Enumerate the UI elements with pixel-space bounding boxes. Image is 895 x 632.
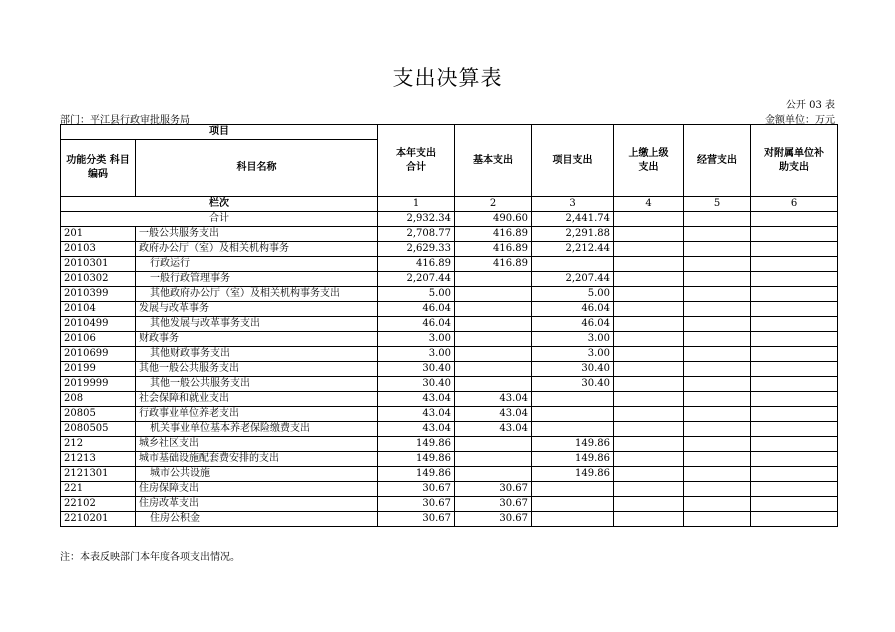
row-name: 机关事业单位基本养老保险缴费支出: [136, 422, 378, 437]
row-upper: [614, 437, 684, 452]
row-upper: [614, 227, 684, 242]
row-subsidy: [751, 242, 838, 257]
row-project: [532, 392, 614, 407]
header-name: 科目名称: [136, 140, 378, 197]
row-subsidy: [751, 227, 838, 242]
row-code: 20104: [61, 302, 136, 317]
row-project: 2,212.44: [532, 242, 614, 257]
row-upper: [614, 407, 684, 422]
row-basic: 30.67: [455, 482, 532, 497]
total-row-basic: 490.60: [455, 212, 532, 227]
row-subsidy: [751, 437, 838, 452]
row-subsidy: [751, 362, 838, 377]
row-total: 3.00: [378, 347, 455, 362]
row-code: 201: [61, 227, 136, 242]
row-name: 城乡社区支出: [136, 437, 378, 452]
table-row: [61, 437, 838, 452]
table-row: [61, 452, 838, 467]
row-name: 城市公共设施: [136, 467, 378, 482]
row-code: 20199: [61, 362, 136, 377]
row-business: [684, 512, 751, 527]
row-business: [684, 407, 751, 422]
row-project: [532, 512, 614, 527]
row-business: [684, 257, 751, 272]
row-upper: [614, 302, 684, 317]
row-upper: [614, 332, 684, 347]
row-upper: [614, 287, 684, 302]
row-project: 30.40: [532, 362, 614, 377]
row-business: [684, 377, 751, 392]
table-row: [61, 482, 838, 497]
row-total: 46.04: [378, 317, 455, 332]
row-code: 2010302: [61, 272, 136, 287]
row-basic: [455, 437, 532, 452]
row-basic: 416.89: [455, 242, 532, 257]
row-basic: [455, 467, 532, 482]
row-upper: [614, 512, 684, 527]
row-project: [532, 407, 614, 422]
row-total: 2,708.77: [378, 227, 455, 242]
row-name: 社会保障和就业支出: [136, 392, 378, 407]
row-code: 2019999: [61, 377, 136, 392]
row-business: [684, 242, 751, 257]
row-project: [532, 497, 614, 512]
expenditure-table: [60, 124, 838, 527]
footnote: 注：本表反映部门本年度各项支出情况。: [60, 552, 240, 563]
row-name: 一般公共服务支出: [136, 227, 378, 242]
total-row-business: [684, 212, 751, 227]
row-name: 发展与改革事务: [136, 302, 378, 317]
row-name: 财政事务: [136, 332, 378, 347]
table-row: [61, 512, 838, 527]
total-row-project: 2,441.74: [532, 212, 614, 227]
row-upper: [614, 497, 684, 512]
table-row: [61, 467, 838, 482]
row-upper: [614, 317, 684, 332]
page-title: 支出决算表: [392, 66, 503, 90]
header-total: 本年支出 合计: [378, 125, 455, 197]
row-code: 212: [61, 437, 136, 452]
row-total: 5.00: [378, 287, 455, 302]
row-total: 2,207.44: [378, 272, 455, 287]
row-code: 208: [61, 392, 136, 407]
row-code: 20805: [61, 407, 136, 422]
table-row: [61, 332, 838, 347]
row-basic: [455, 377, 532, 392]
header-business: 经营支出: [684, 125, 751, 197]
row-subsidy: [751, 317, 838, 332]
header-upper: 上缴上级 支出: [614, 125, 684, 197]
row-business: [684, 332, 751, 347]
row-upper: [614, 452, 684, 467]
row-business: [684, 497, 751, 512]
row-subsidy: [751, 332, 838, 347]
row-total: 2,629.33: [378, 242, 455, 257]
row-code: 20103: [61, 242, 136, 257]
row-subsidy: [751, 452, 838, 467]
row-upper: [614, 422, 684, 437]
row-total: 416.89: [378, 257, 455, 272]
row-name: 城市基础设施配套费安排的支出: [136, 452, 378, 467]
column-index-1: 1: [378, 197, 455, 212]
row-subsidy: [751, 257, 838, 272]
row-project: [532, 422, 614, 437]
row-total: 30.67: [378, 482, 455, 497]
total-row-upper: [614, 212, 684, 227]
table-row: [61, 257, 838, 272]
column-index-3: 3: [532, 197, 614, 212]
row-name: 其他发展与改革事务支出: [136, 317, 378, 332]
table-row: [61, 377, 838, 392]
table-row: [61, 362, 838, 377]
row-project: 3.00: [532, 332, 614, 347]
row-basic: [455, 272, 532, 287]
row-total: 149.86: [378, 437, 455, 452]
row-upper: [614, 347, 684, 362]
row-subsidy: [751, 407, 838, 422]
column-index-2: 2: [455, 197, 532, 212]
row-project: 5.00: [532, 287, 614, 302]
row-total: 43.04: [378, 392, 455, 407]
row-name: 行政运行: [136, 257, 378, 272]
row-project: 2,291.88: [532, 227, 614, 242]
row-name: 政府办公厅（室）及相关机构事务: [136, 242, 378, 257]
row-code: 2080505: [61, 422, 136, 437]
row-business: [684, 302, 751, 317]
row-basic: [455, 362, 532, 377]
total-row-total: 2,932.34: [378, 212, 455, 227]
row-project: 46.04: [532, 302, 614, 317]
row-code: 2010301: [61, 257, 136, 272]
row-upper: [614, 257, 684, 272]
row-code: 221: [61, 482, 136, 497]
row-code: 20106: [61, 332, 136, 347]
row-project: [532, 482, 614, 497]
column-index-4: 4: [614, 197, 684, 212]
row-name: 其他政府办公厅（室）及相关机构事务支出: [136, 287, 378, 302]
row-business: [684, 347, 751, 362]
row-project: 30.40: [532, 377, 614, 392]
column-index-6: 6: [751, 197, 838, 212]
row-name: 行政事业单位养老支出: [136, 407, 378, 422]
table-body: [61, 227, 838, 527]
row-code: 21213: [61, 452, 136, 467]
row-upper: [614, 482, 684, 497]
row-name: 一般行政管理事务: [136, 272, 378, 287]
row-basic: 416.89: [455, 257, 532, 272]
header-project: 项目支出: [532, 125, 614, 197]
amount-unit-label: 金额单位：万元: [765, 115, 835, 126]
row-upper: [614, 362, 684, 377]
row-name: 其他财政事务支出: [136, 347, 378, 362]
row-project: 3.00: [532, 347, 614, 362]
row-subsidy: [751, 392, 838, 407]
row-business: [684, 362, 751, 377]
table-row: [61, 422, 838, 437]
row-business: [684, 437, 751, 452]
row-business: [684, 272, 751, 287]
header-code: 功能分类 科目编码: [61, 140, 136, 197]
row-total: 30.67: [378, 497, 455, 512]
row-subsidy: [751, 467, 838, 482]
table-row: [61, 347, 838, 362]
table-row: [61, 287, 838, 302]
row-code: 22102: [61, 497, 136, 512]
header-subsidy: 对附属单位补 助支出: [751, 125, 838, 197]
table-row: [61, 392, 838, 407]
total-row-label: 合计: [61, 212, 378, 227]
row-basic: [455, 332, 532, 347]
row-subsidy: [751, 302, 838, 317]
table-row: [61, 407, 838, 422]
row-basic: [455, 287, 532, 302]
row-subsidy: [751, 287, 838, 302]
row-upper: [614, 377, 684, 392]
row-basic: 30.67: [455, 497, 532, 512]
row-subsidy: [751, 272, 838, 287]
row-upper: [614, 392, 684, 407]
row-subsidy: [751, 347, 838, 362]
row-business: [684, 422, 751, 437]
row-project: 149.86: [532, 452, 614, 467]
row-subsidy: [751, 512, 838, 527]
table-row: [61, 302, 838, 317]
row-basic: [455, 452, 532, 467]
row-business: [684, 392, 751, 407]
table-row: [61, 272, 838, 287]
row-upper: [614, 467, 684, 482]
row-basic: 43.04: [455, 422, 532, 437]
row-subsidy: [751, 482, 838, 497]
row-total: 43.04: [378, 422, 455, 437]
row-code: 2010699: [61, 347, 136, 362]
row-subsidy: [751, 422, 838, 437]
row-name: 住房改革支出: [136, 497, 378, 512]
header-item-group: 项目: [61, 125, 378, 140]
row-basic: 43.04: [455, 407, 532, 422]
row-total: 30.40: [378, 377, 455, 392]
row-name: 其他一般公共服务支出: [136, 362, 378, 377]
column-index-label: 栏次: [61, 197, 378, 212]
row-business: [684, 287, 751, 302]
table-row: [61, 497, 838, 512]
row-business: [684, 467, 751, 482]
row-code: 2210201: [61, 512, 136, 527]
row-total: 3.00: [378, 332, 455, 347]
table-row: [61, 227, 838, 242]
row-business: [684, 227, 751, 242]
row-project: 149.86: [532, 467, 614, 482]
department-label: 部门：平江县行政审批服务局: [60, 115, 190, 126]
row-basic: [455, 302, 532, 317]
form-number: 公开 03 表: [785, 100, 835, 111]
total-row-subsidy: [751, 212, 838, 227]
row-project: [532, 257, 614, 272]
row-project: 2,207.44: [532, 272, 614, 287]
row-code: 2010499: [61, 317, 136, 332]
row-name: 其他一般公共服务支出: [136, 377, 378, 392]
row-upper: [614, 242, 684, 257]
row-project: 46.04: [532, 317, 614, 332]
row-subsidy: [751, 377, 838, 392]
row-code: 2121301: [61, 467, 136, 482]
row-business: [684, 317, 751, 332]
row-basic: 43.04: [455, 392, 532, 407]
row-upper: [614, 272, 684, 287]
row-total: 149.86: [378, 452, 455, 467]
row-total: 149.86: [378, 467, 455, 482]
row-total: 30.40: [378, 362, 455, 377]
row-basic: [455, 317, 532, 332]
row-basic: 416.89: [455, 227, 532, 242]
row-code: 2010399: [61, 287, 136, 302]
row-business: [684, 452, 751, 467]
table-row: [61, 317, 838, 332]
row-total: 30.67: [378, 512, 455, 527]
row-total: 43.04: [378, 407, 455, 422]
header-basic: 基本支出: [455, 125, 532, 197]
row-business: [684, 482, 751, 497]
table-row: [61, 242, 838, 257]
row-total: 46.04: [378, 302, 455, 317]
row-project: 149.86: [532, 437, 614, 452]
row-basic: 30.67: [455, 512, 532, 527]
row-name: 住房保障支出: [136, 482, 378, 497]
row-basic: [455, 347, 532, 362]
row-subsidy: [751, 497, 838, 512]
row-name: 住房公积金: [136, 512, 378, 527]
column-index-5: 5: [684, 197, 751, 212]
